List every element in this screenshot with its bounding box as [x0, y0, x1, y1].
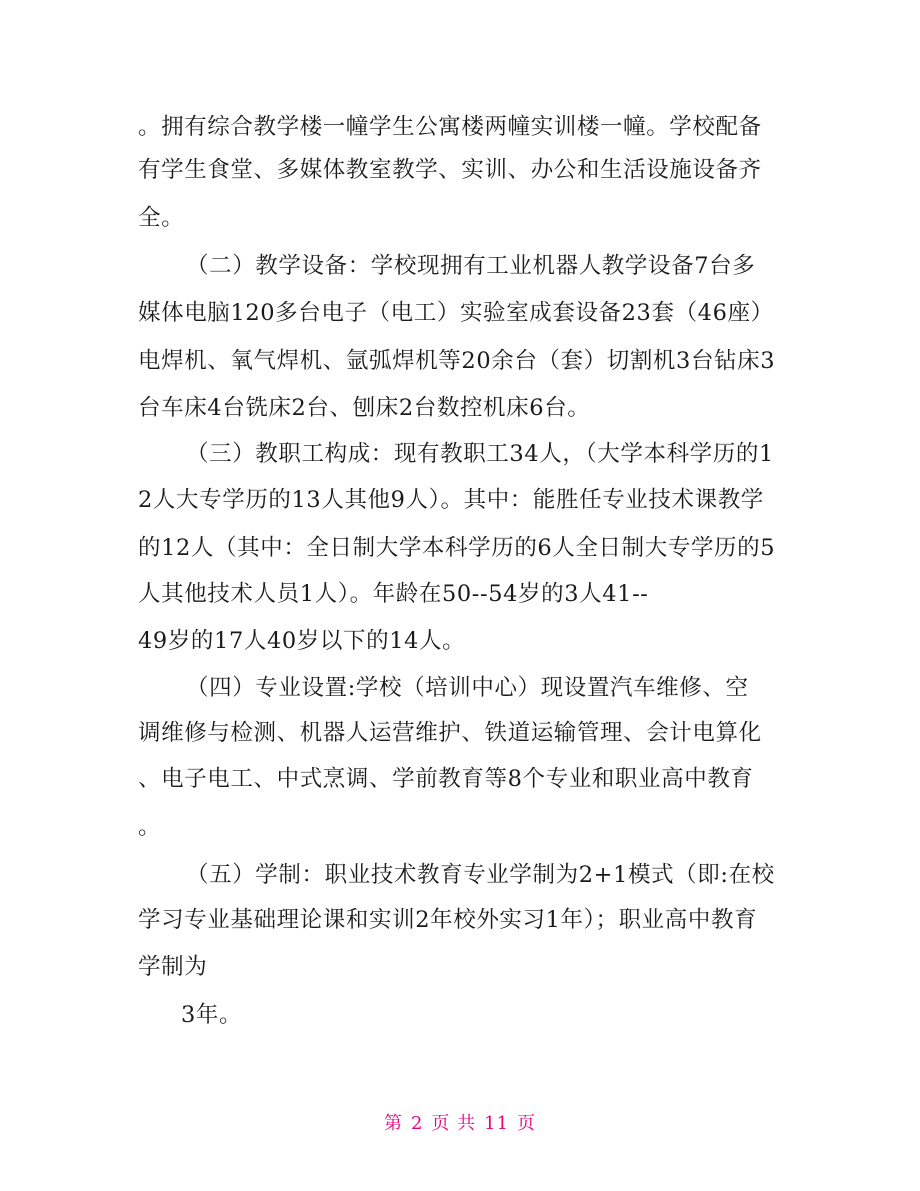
body-text-line: 人其他技术人员1人）。年龄在50--54岁的3人41-- — [138, 581, 649, 607]
body-text-line: 学习专业基础理论课和实训2年校外实习1年）；职业高中教育 — [138, 907, 758, 933]
body-text-line: 3年。 — [181, 1002, 243, 1028]
page-footer — [0, 1112, 920, 1136]
body-text-line: 全。 — [138, 205, 185, 231]
body-text-line: 学制为 — [138, 954, 208, 980]
body-text-line: 。 — [138, 814, 162, 840]
footer-suffix: 页 — [517, 1113, 537, 1134]
body-text-line: 的12人（其中：全日制大学本科学历的6人全日制大专学历的5 — [138, 535, 776, 561]
body-text-line: 有学生食堂、多媒体教室教学、实训、办公和生活设施设备齐 — [138, 157, 762, 183]
body-text-line: 电焊机、氧气焊机、氩弧焊机等20余台（套）切割机3台钻床3 — [138, 348, 776, 374]
footer-middle: 页 共 — [431, 1113, 477, 1134]
body-text-line: 媒体电脑120多台电子（电工）实验室成套设备23套（46座） — [138, 300, 774, 326]
section-heading-staff: （三）教职工构成：现有教职工34人，（大学本科学历的1 — [186, 441, 774, 467]
body-text-line: 。拥有综合教学楼一幢学生公寓楼两幢实训楼一幢。学校配备 — [138, 114, 762, 140]
body-text-line: 台车床4台铣床2台、刨床2台数控机床6台。 — [138, 395, 591, 421]
section-heading-equipment: （二）教学设备：学校现拥有工业机器人教学设备7台多 — [186, 253, 756, 279]
footer-total-pages: 11 — [484, 1113, 510, 1134]
body-text-line: 调维修与检测、机器人运营维护、铁道运输管理、会计电算化 — [138, 720, 762, 746]
body-text-line: 49岁的17人40岁以下的14人。 — [138, 628, 466, 654]
footer-prefix: 第 — [383, 1113, 403, 1134]
footer-current-page: 2 — [410, 1113, 424, 1134]
section-heading-schooling: （五）学制：职业技术教育专业学制为2+1模式（即:在校 — [186, 862, 775, 888]
section-heading-majors: （四）专业设置:学校（培训中心）现设置汽车维修、空 — [186, 675, 749, 701]
body-text-line: 2人大专学历的13人其他9人）。其中：能胜任专业技术课教学 — [138, 487, 764, 513]
body-text-line: 、电子电工、中式烹调、学前教育等8个专业和职业高中教育 — [138, 766, 754, 792]
